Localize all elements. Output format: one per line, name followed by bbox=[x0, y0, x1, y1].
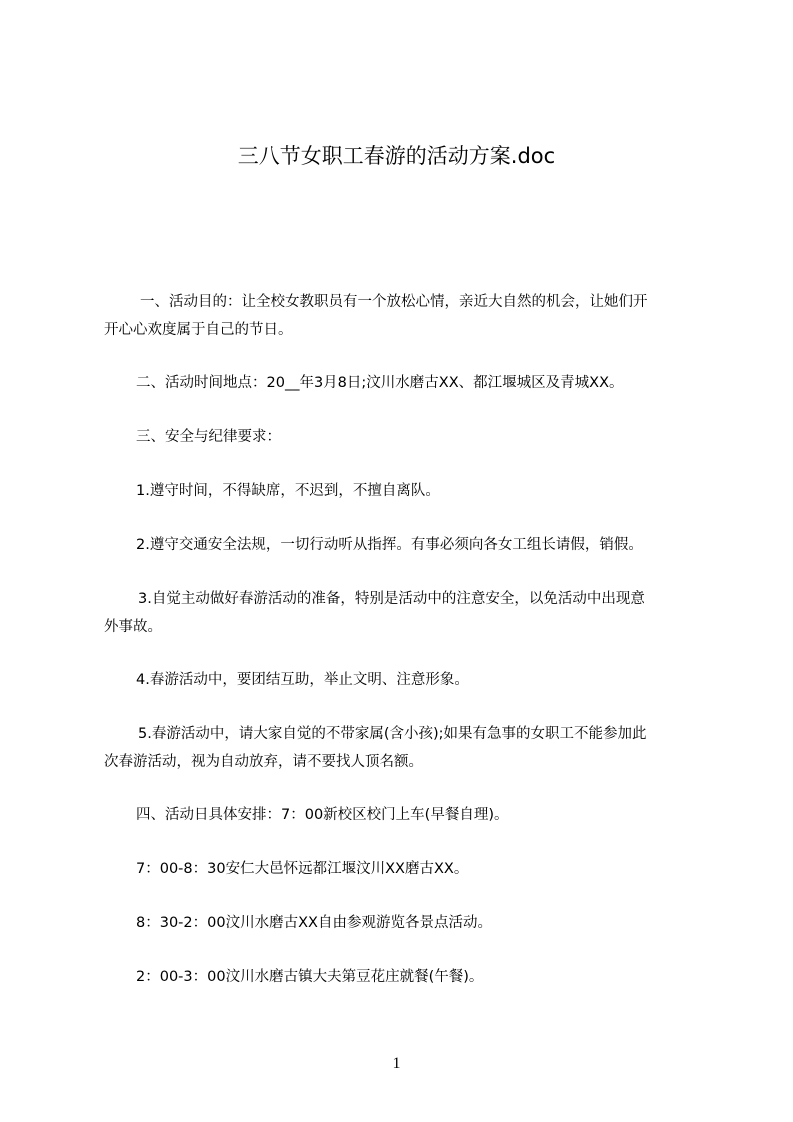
document-title: 三八节女职工春游的活动方案.doc bbox=[237, 144, 556, 168]
paragraph-schedule-item bbox=[104, 855, 708, 883]
paragraph-rule-2 bbox=[104, 531, 708, 559]
paragraph-line: 一、活动目的：让全校女教职员有一个放松心情，亲近大自然的机会，让她们开 bbox=[140, 294, 648, 310]
paragraph-safety-heading bbox=[104, 423, 708, 451]
paragraph-purpose bbox=[104, 288, 708, 344]
paragraph-line: 1.遵守时间，不得缺席，不迟到，不擅自离队。 bbox=[136, 483, 440, 499]
page-number: 1 bbox=[392, 1055, 401, 1072]
paragraph-time-location bbox=[104, 369, 708, 397]
paragraph-line: 8：30-2：00汶川水磨古XX自由参观游览各景点活动。 bbox=[136, 915, 492, 931]
paragraph-line: 7：00-8：30安仁大邑怀远都江堰汶川XX磨古XX。 bbox=[136, 861, 469, 877]
paragraph-line: 次春游活动，视为自动放弃，请不要找人顶名额。 bbox=[104, 754, 423, 770]
paragraph-line: 三、安全与纪律要求： bbox=[136, 429, 281, 445]
paragraph-schedule-item bbox=[104, 963, 708, 991]
paragraph-rule-1 bbox=[104, 477, 708, 505]
paragraph-line: 2.遵守交通安全法规，一切行动听从指挥。有事必须向各女工组长请假，销假。 bbox=[136, 537, 643, 553]
paragraph-schedule-heading bbox=[104, 801, 708, 829]
paragraph-line: 2：00-3：00汶川水磨古镇大夫第豆花庄就餐(午餐)。 bbox=[136, 969, 484, 985]
paragraph-schedule-item bbox=[104, 909, 708, 937]
paragraph-line: 二、活动时间地点：20__年3月8日;汶川水磨古XX、都江堰城区及青城XX。 bbox=[136, 375, 624, 391]
paragraph-line: 4.春游活动中，要团结互助，举止文明、注意形象。 bbox=[136, 672, 469, 688]
document-body bbox=[104, 288, 708, 1017]
paragraph-line: 开心心欢度属于自己的节日。 bbox=[104, 322, 293, 338]
paragraph-line: 5.春游活动中，请大家自觉的不带家属(含小孩);如果有急事的女职工不能参加此 bbox=[138, 726, 647, 742]
paragraph-rule-5 bbox=[104, 720, 708, 776]
paragraph-rule-4 bbox=[104, 666, 708, 694]
paragraph-line: 3.自觉主动做好春游活动的准备，特别是活动中的注意安全，以免活动中出现意 bbox=[138, 591, 645, 607]
paragraph-line: 四、活动日具体安排：7：00新校区校门上车(早餐自理)。 bbox=[136, 807, 509, 823]
paragraph-rule-3 bbox=[104, 585, 708, 641]
paragraph-line: 外事故。 bbox=[104, 619, 162, 635]
